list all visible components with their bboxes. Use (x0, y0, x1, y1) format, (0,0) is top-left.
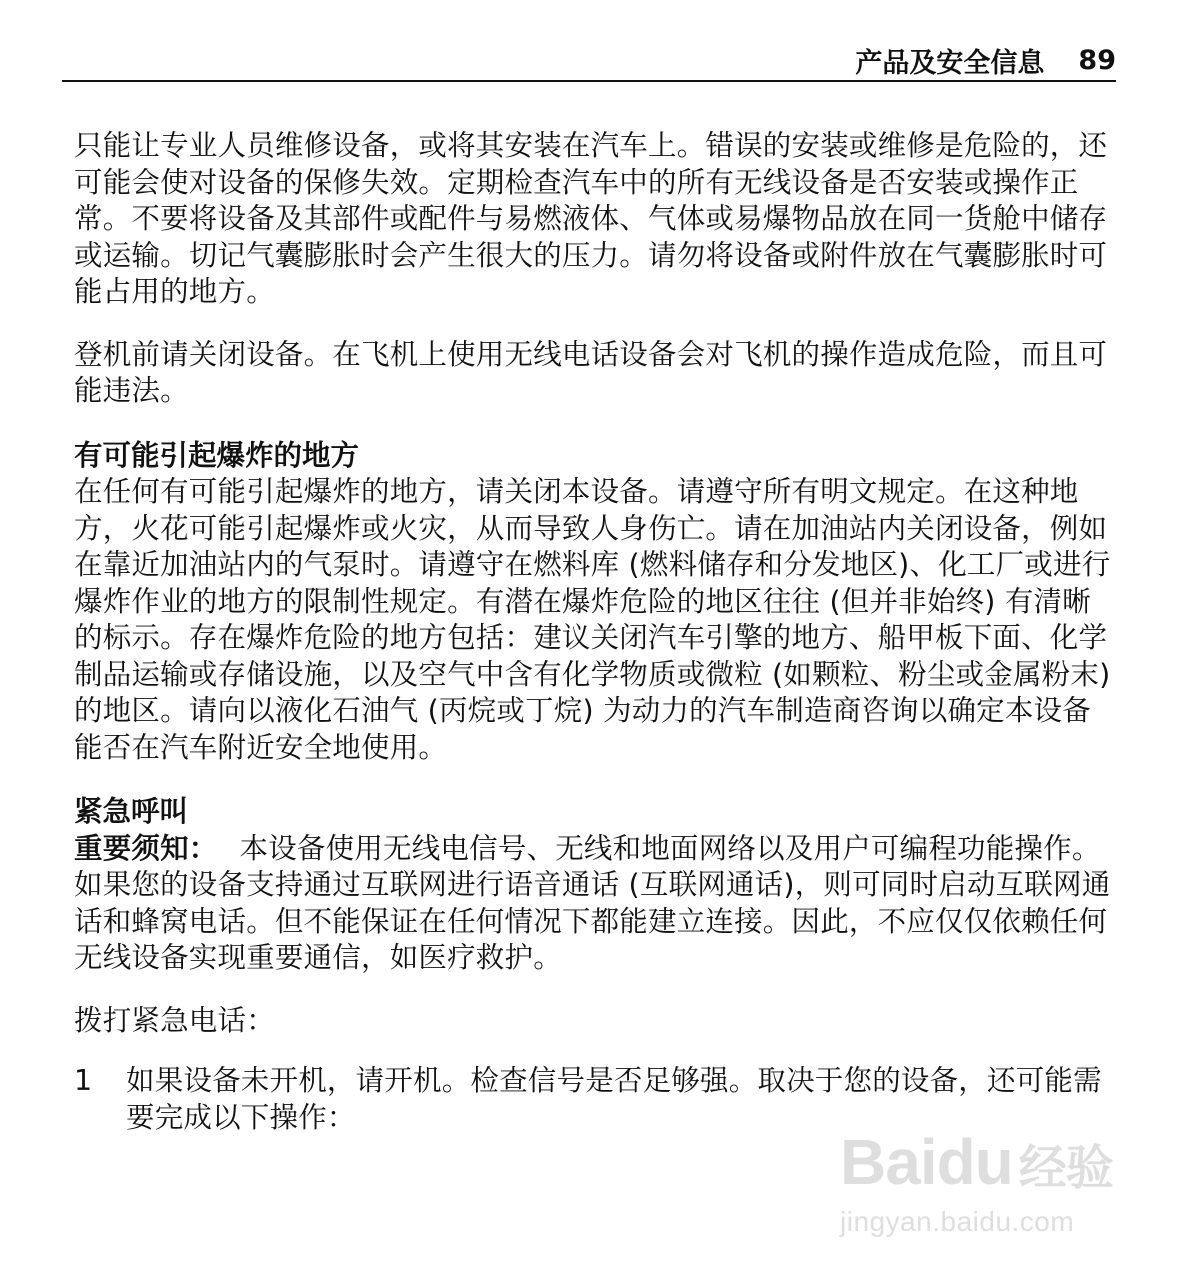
baidu-watermark (840, 1126, 1120, 1240)
important-text: 本设备使用无线电信号、无线和地面网络以及用户可编程功能操作。如果您的设备支持通过互联网进行语音通话 (互联网通话)，则可同时启动互联网通话和蜂窝电话。但不能保证在任何情况下都能建立连接。因此，不应仅仅依赖任何无线设备实现重要通信，如医疗救护。 (74, 831, 1111, 974)
baidu-logo-suffix: 经验 (1018, 1142, 1113, 1195)
dial-intro: 拨打紧急电话： (74, 1003, 275, 1037)
paragraph-important-notice (74, 831, 1114, 977)
step-text: 如果设备未开机，请开机。检查信号是否足够强。取决于您的设备，还可能需要完成以下操作： (126, 1064, 1102, 1134)
important-label: 重要须知： (74, 831, 218, 865)
baidu-logo (840, 1126, 1120, 1201)
heading-explosive-areas: 有可能引起爆炸的地方 (74, 438, 360, 472)
paragraph-aircraft: 登机前请关闭设备。在飞机上使用无线电话设备会对飞机的操作造成危险，而且可能违法。 (74, 337, 1108, 407)
step-number: 1 (74, 1064, 93, 1097)
paragraph-explosive-areas: 在任何有可能引起爆炸的地方，请关闭本设备。请遵守所有明文规定。在这种地方，火花可能引起爆炸或火灾，从而导致人身伤亡。请在加油站内关闭设备，例如在靠近加油站内的气泵时。请遵守在燃料库 (燃料储存和分发地区)、化工厂或进行爆炸作业的地方的限制性规定。有潜在爆炸危险的地区往往 (但并非始终) 有清晰的标示。存在爆炸危险的地方包括：建议关闭汽车引擎的地方、船甲板下面、化学制品运输或存储设施，以及空气中含有化学物质或微粒 (如颗粒、粉尘或金属粉末) 的地区。请向以液化石油气 (丙烷或丁烷) 为动力的汽车制造商咨询以确定本设备能否在汽车附近安全地使用。 (74, 475, 1111, 764)
section-title: 产品及安全信息 (855, 47, 1045, 79)
heading-emergency-calls: 紧急呼叫 (74, 795, 189, 828)
page-number: 89 (1078, 44, 1116, 76)
body-text (74, 128, 1114, 1136)
paragraph-vehicle-installation: 只能让专业人员维修设备，或将其安装在汽车上。错误的安装或维修是危险的，还可能会使对设备的保修失效。定期检查汽车中的所有无线设备是否安装或操作正常。不要将设备及其部件或配件与易燃液体、气体或易爆物品放在同一货舱中储存或运输。切记气囊膨胀时会产生很大的压力。请勿将设备或附件放在气囊膨胀时可能占用的地方。 (74, 129, 1108, 308)
running-header (62, 40, 1116, 82)
baidu-logo-text: Baidu (840, 1126, 1013, 1198)
watermark-url: jingyan.baidu.com (840, 1206, 1075, 1237)
